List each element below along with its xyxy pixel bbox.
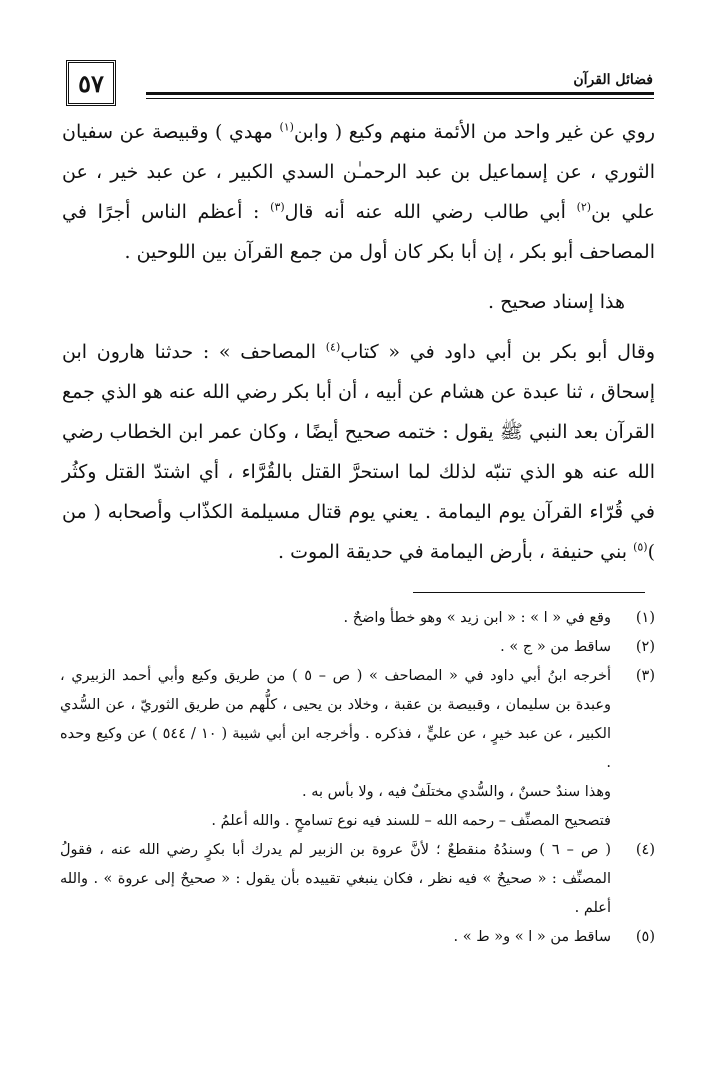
footnote-marker: (٥) bbox=[633, 540, 648, 554]
footnote-text: أخرجه ابنُ أبي داود في « المصاحف » ( ص – ٥ ) من طريق وكيع وأبي أحمد الزبيري ، وعبدة بن سليمان ، وقبيصة بن عقبة ، وخلاد بن يحيى ، كلُّهم من طريق الثوريّ ، عن السُّدي الكبير ، عن عبد خيرٍ ، عن عليٍّ ، فذكره . وأخرجه ابن أبي شيبة ( ١٠ / ٥٤٤ ) عن وكيع وحده . bbox=[60, 668, 611, 771]
footnote-4 bbox=[60, 836, 655, 923]
text-run: روي عن غير واحد من الأئمة منهم وكيع ( وابن bbox=[293, 121, 655, 143]
footnote-number: (٤) bbox=[635, 842, 655, 858]
paragraph-2: هذا إسناد صحيح . bbox=[487, 291, 625, 313]
footnote-marker: (٤) bbox=[325, 340, 341, 354]
footnote-number: (١) bbox=[635, 610, 655, 626]
text-run: بني حنيفة ، بأرض اليمامة في حديقة الموت . bbox=[278, 541, 634, 563]
page-number-text: ٥٧ bbox=[78, 68, 104, 98]
footnote-text: فتصحيح المصنِّف – رحمه الله – للسند فيه نوع تسامحٍ . والله أعلمُ . bbox=[211, 813, 611, 829]
footnote-text: وهذا سندٌ حسنٌ ، والسُّدي مختلَفٌ فيه ، ولا بأس به . bbox=[301, 784, 611, 800]
footnote-marker: (٣) bbox=[270, 200, 285, 214]
footnote-5 bbox=[60, 923, 655, 952]
text-run: المصاحف » : حدثنا هارون ابن إسحاق ، ثنا عبدة عن هشام عن أبيه ، أن أبا بكر رضي الله عنه هو الذي جمع القرآن بعد النبي ﷺ يقول : ختمه صحيح أيضًا ، وكان عمر ابن الخطاب رضي الله عنه هو الذي تنبّه لذلك لما استحرَّ القتل بالقُرَّاء ، أي اشتدّ القتل وكثُر في قُرّاء القرآن يوم اليمامة . يعني يوم قتال مسيلمة الكذّاب وأصحابه ( من ) bbox=[62, 341, 655, 563]
footnote-separator bbox=[413, 592, 645, 593]
footnote-text: وقع في « ا » : « ابن زيد » وهو خطأ واضحٌ . bbox=[343, 610, 611, 626]
footnote-number: (٣) bbox=[635, 668, 655, 684]
running-title: فضائل القرآن bbox=[573, 72, 653, 88]
text-run: وقال أبو بكر بن أبي داود في « كتاب bbox=[340, 341, 656, 363]
page-number bbox=[66, 60, 116, 106]
footnotes bbox=[60, 604, 655, 952]
footnote-number: (٢) bbox=[635, 639, 655, 655]
text-run: أبي طالب رضي الله عنه أنه قال bbox=[284, 201, 577, 223]
footnote-marker: (١) bbox=[279, 120, 294, 134]
footnote-text: ساقط من « ج » . bbox=[500, 639, 611, 655]
footnote-text: ( ص – ٦ ) وسندُهُ منقطعٌ ؛ لأنَّ عروة بن الزبير لم يدرك أبا بكرٍ رضي الله عنه ، فقولُ المصنِّف : « صحيحٌ » فيه نظر ، فكان ينبغي تقييده بأن يقول : « صحيحٌ إلى عروة » . والله أعلم . bbox=[60, 842, 612, 916]
footnote-number: (٥) bbox=[635, 929, 655, 945]
text-run: مهدي ) وقبيصة عن سفيان الثوري ، عن إسماعيل بن عبد الرحمـٰن السدي الكبير ، عن عبد خير ، عن علي بن bbox=[62, 121, 655, 223]
paragraph-3 bbox=[62, 332, 655, 572]
footnote-marker: (٢) bbox=[576, 200, 592, 214]
footnote-text: ساقط من « ا » و« ط » . bbox=[453, 929, 611, 945]
footnote-3 bbox=[60, 662, 655, 836]
main-text bbox=[62, 112, 655, 572]
footnote-1 bbox=[60, 604, 655, 633]
footnote-2 bbox=[60, 633, 655, 662]
paragraph-1 bbox=[62, 112, 655, 272]
text-run: : أعظم الناس أجرًا في المصاحف أبو بكر ، إن أبا بكر كان أول من جمع القرآن بين اللوحين . bbox=[62, 201, 655, 263]
header-rule bbox=[146, 92, 654, 99]
